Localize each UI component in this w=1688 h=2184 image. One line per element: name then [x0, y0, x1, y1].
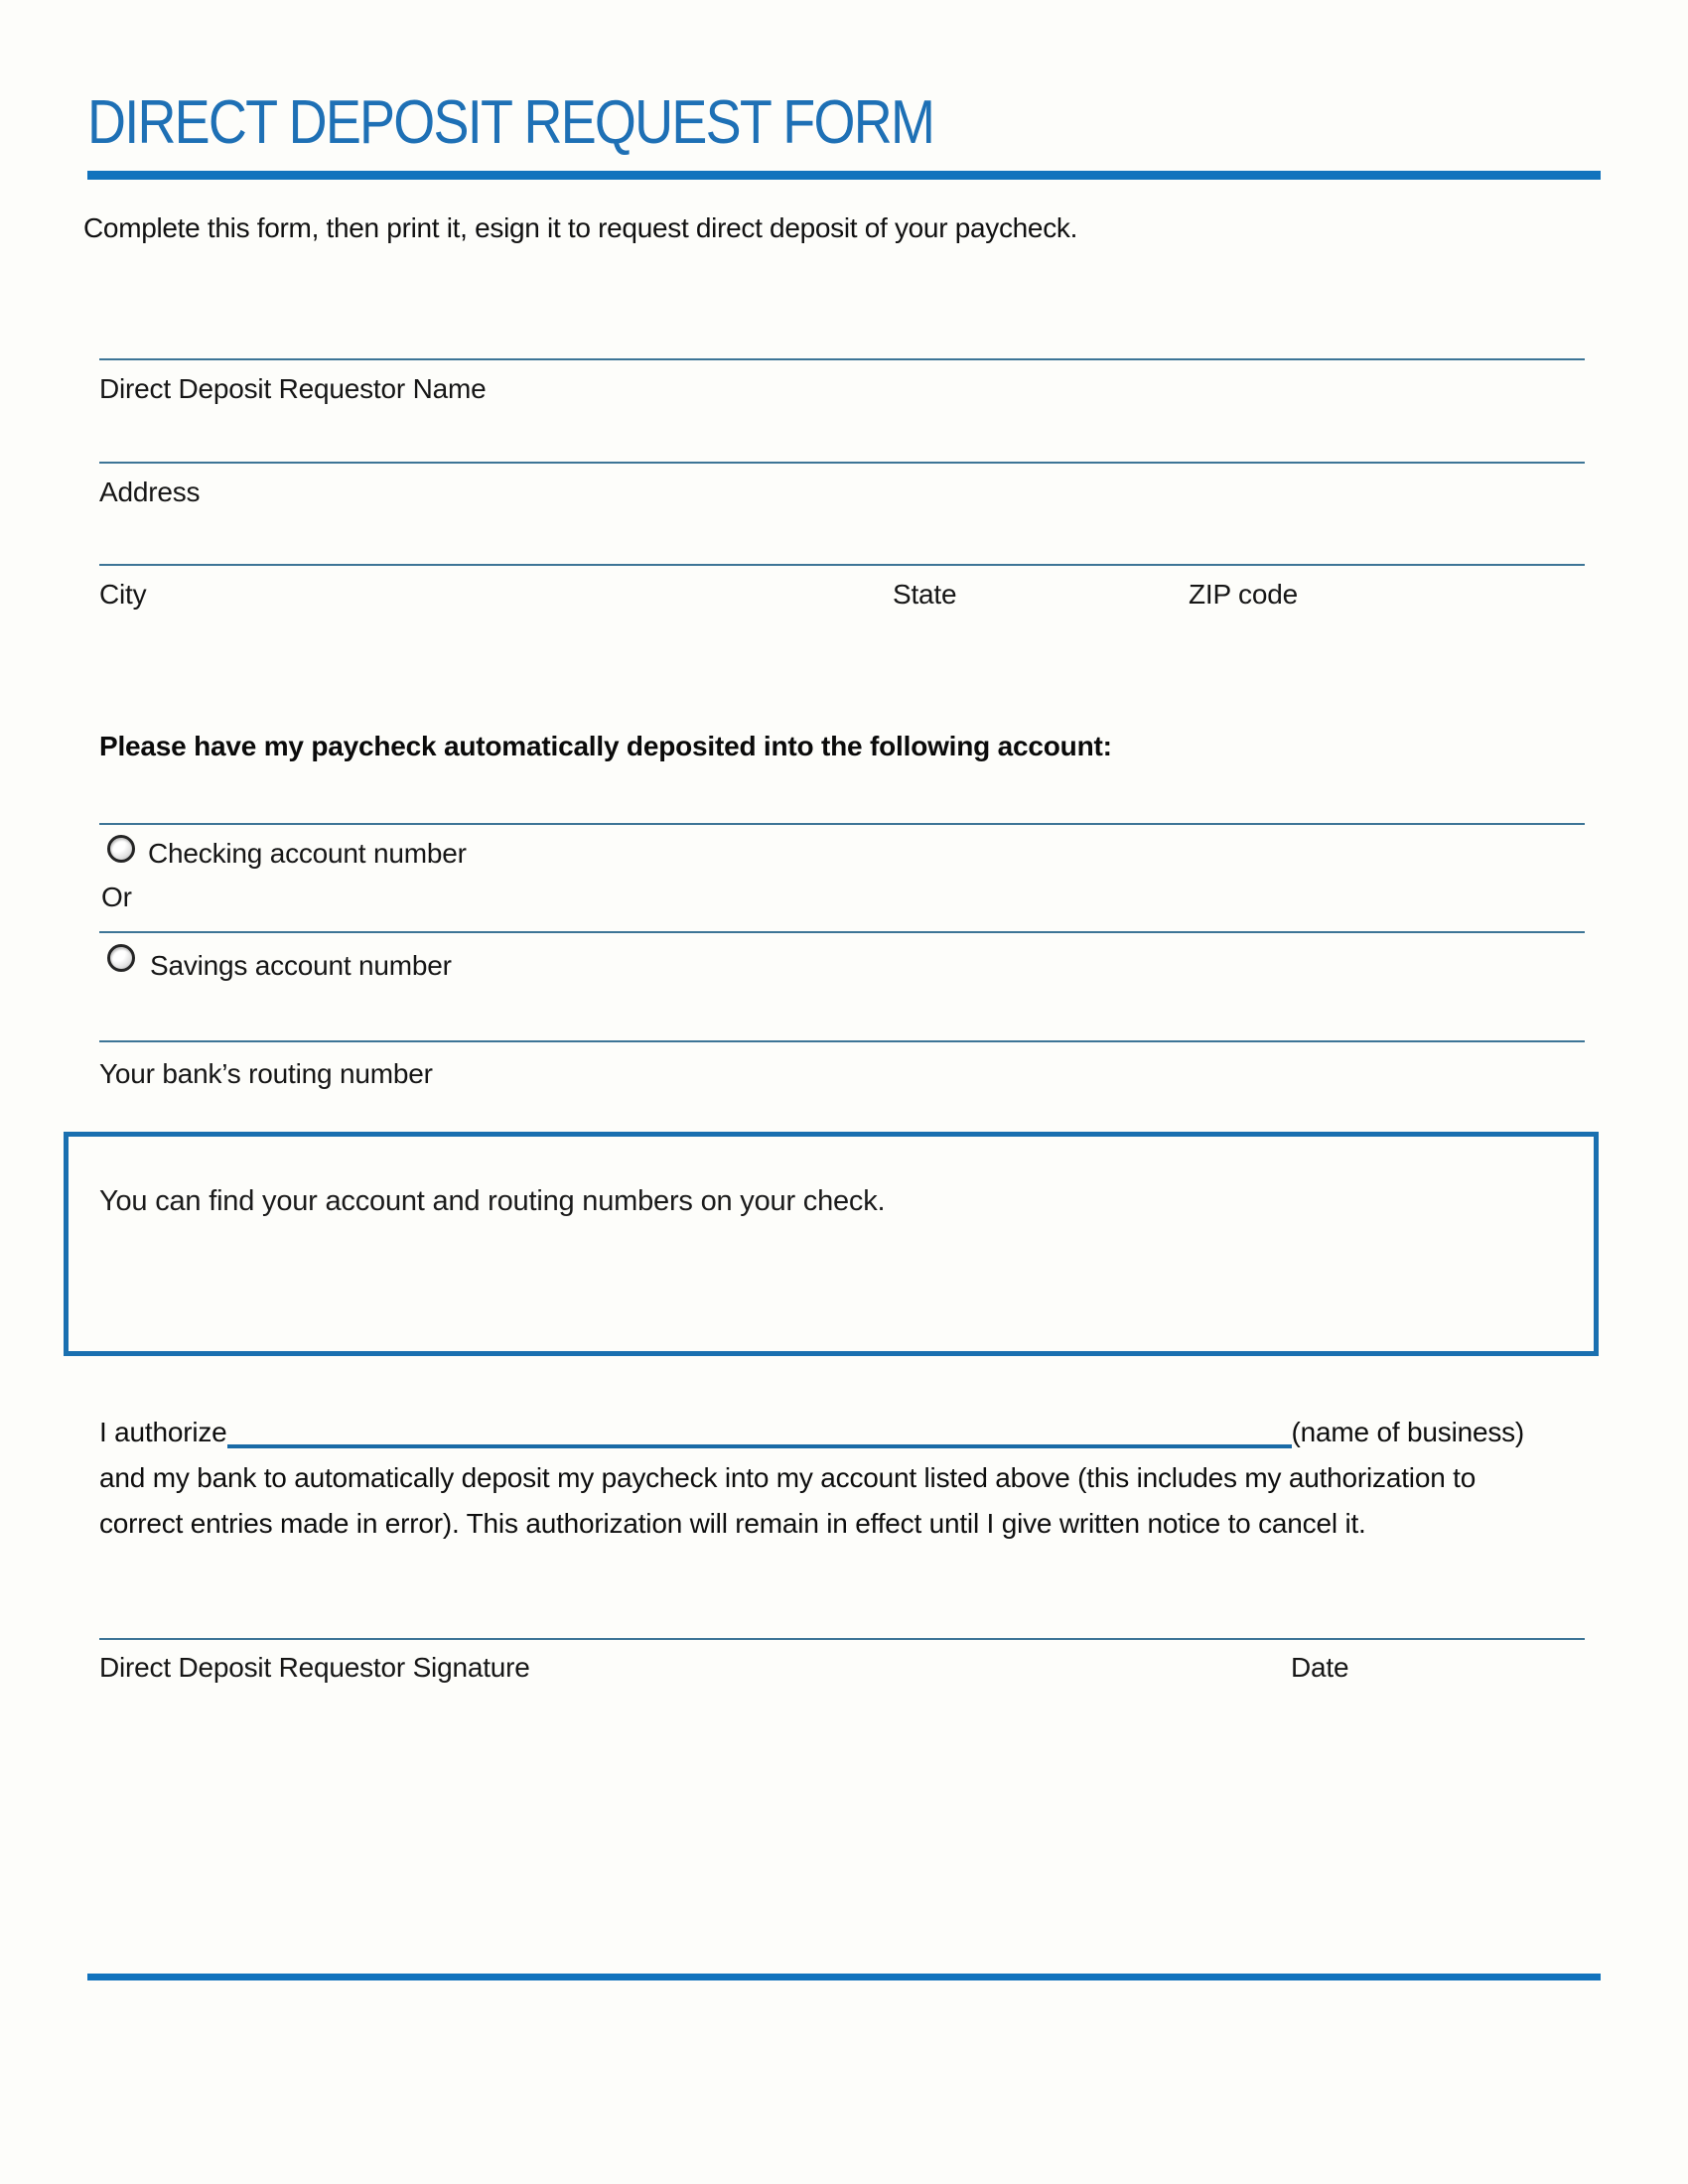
name-of-business-text: (name of business): [1291, 1417, 1525, 1447]
city-label: City: [99, 579, 147, 610]
authorization-paragraph: [99, 1410, 1549, 1547]
signature-label: Direct Deposit Requestor Signature: [99, 1652, 530, 1683]
savings-account-label: Savings account number: [150, 950, 452, 981]
address-label: Address: [99, 477, 201, 507]
page-title: DIRECT DEPOSIT REQUEST FORM: [87, 88, 934, 157]
routing-number-field-line[interactable]: [99, 1040, 1585, 1042]
authorization-line2: and my bank to automatically deposit my paycheck into my account listed above (this includes my authorization to: [99, 1462, 1477, 1493]
checking-account-label: Checking account number: [148, 838, 467, 869]
checking-radio-button[interactable]: [107, 835, 135, 863]
address-field-line[interactable]: [99, 462, 1585, 464]
account-section-heading: Please have my paycheck automatically deposited into the following account:: [99, 731, 1112, 761]
zip-code-label: ZIP code: [1189, 579, 1298, 610]
routing-info-box: [64, 1132, 1599, 1356]
city-state-zip-field-line[interactable]: [99, 564, 1585, 566]
savings-account-field-line[interactable]: [99, 931, 1585, 933]
requestor-name-label: Direct Deposit Requestor Name: [99, 373, 487, 404]
intro-text: Complete this form, then print it, esign it to request direct deposit of your paycheck.: [83, 212, 1078, 243]
header-divider-rule: [87, 171, 1601, 180]
checking-account-field-line[interactable]: [99, 823, 1585, 825]
footer-divider-rule: [87, 1974, 1601, 1980]
savings-radio-button[interactable]: [107, 944, 135, 972]
authorization-line3: correct entries made in error). This authorization will remain in effect until I give written notice to cancel it.: [99, 1508, 1366, 1539]
authorization-line1: [99, 1410, 1549, 1455]
routing-info-text: You can find your account and routing numbers on your check.: [99, 1185, 886, 1217]
signature-date-field-line[interactable]: [99, 1638, 1585, 1640]
requestor-name-field-line[interactable]: [99, 358, 1585, 360]
date-label: Date: [1291, 1652, 1349, 1683]
or-label: Or: [101, 882, 132, 912]
business-name-blank-line[interactable]: [227, 1415, 1292, 1448]
routing-number-label: Your bank’s routing number: [99, 1058, 433, 1089]
authorize-prefix-text: I authorize: [99, 1417, 227, 1447]
state-label: State: [893, 579, 957, 610]
